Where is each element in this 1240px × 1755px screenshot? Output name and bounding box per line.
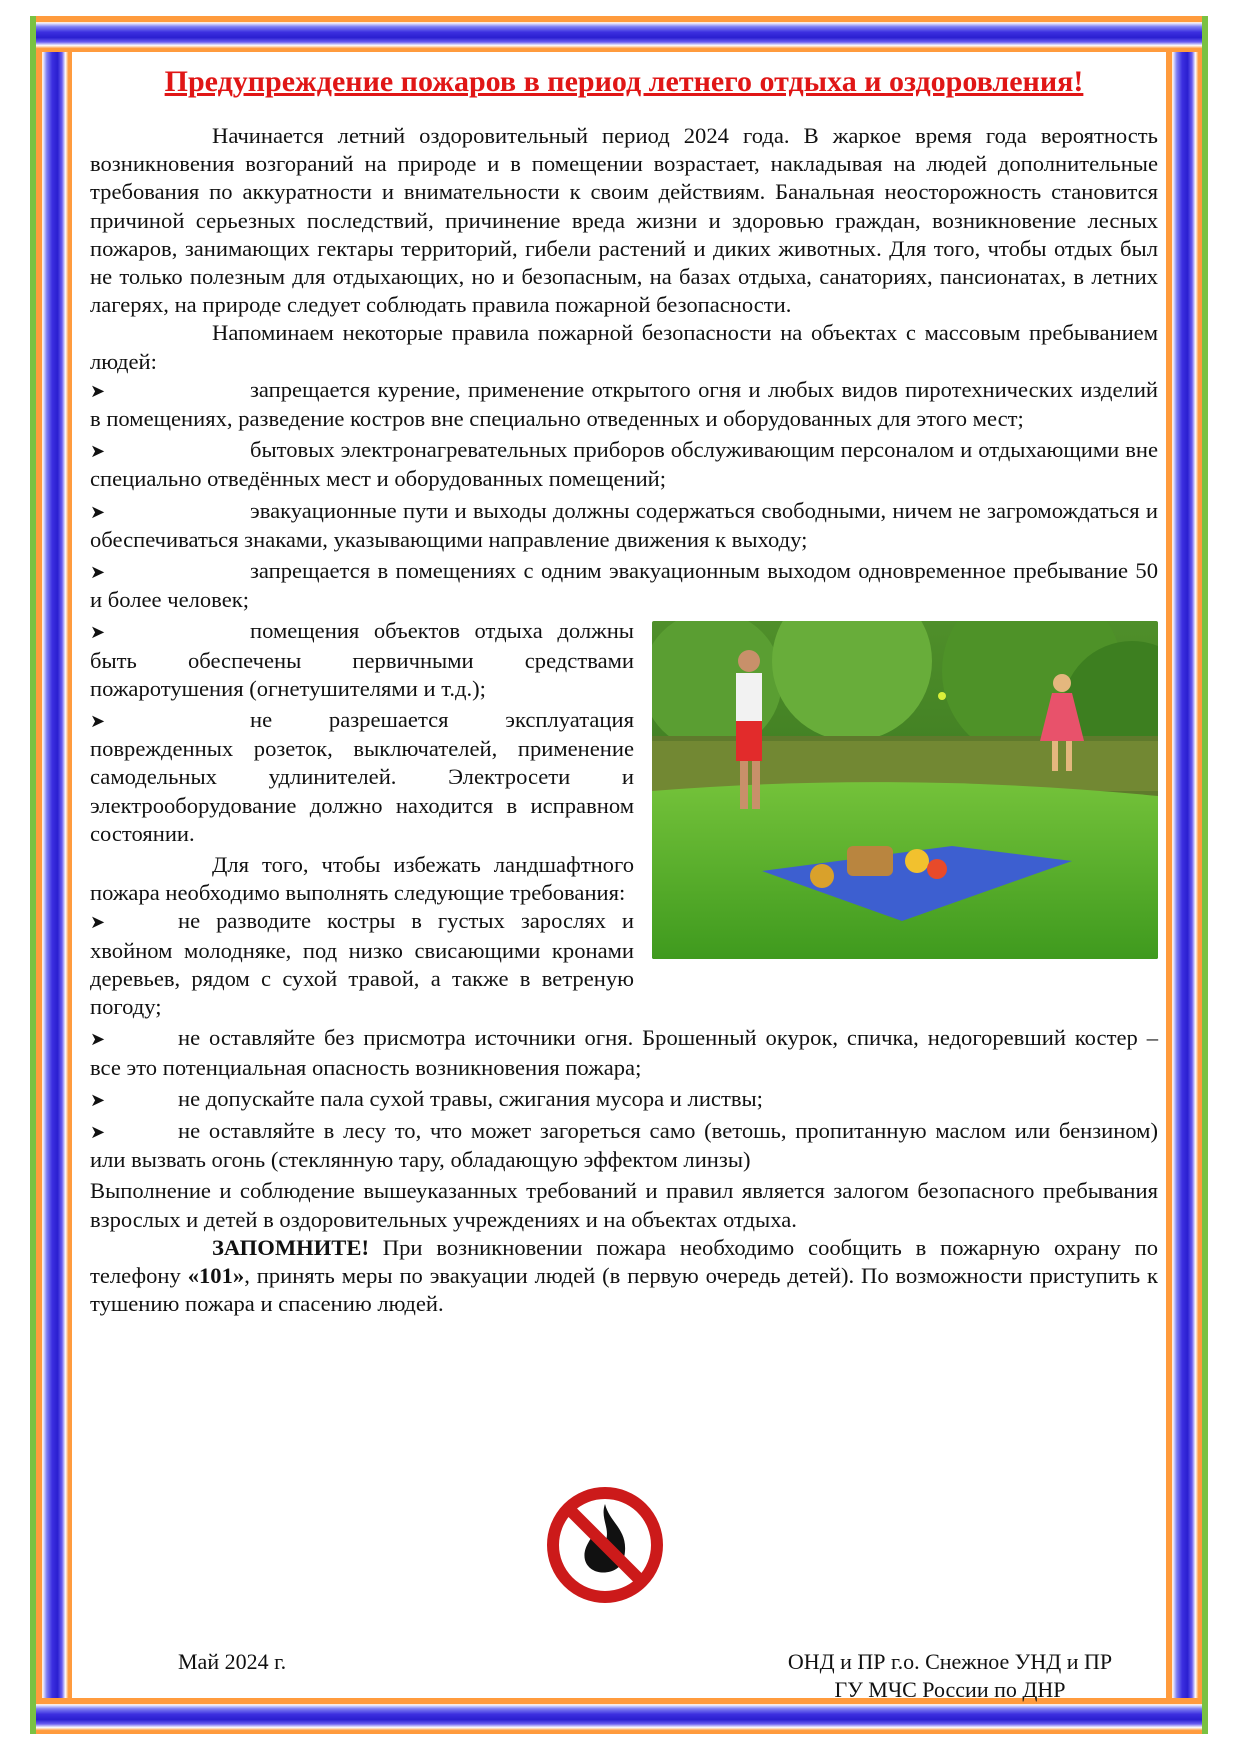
frame-edge-right [1202,16,1208,1734]
remember-label: ЗАПОМНИТЕ! [212,1234,369,1260]
date-label: Май 2024 г. [178,1649,287,1674]
rule-item: ➤ запрещается в помещениях с одним эвакуационным выходом одновременное пребывание 50 и более человек; [90,558,1158,613]
arrowhead-bullet-icon: ➤ [90,622,106,643]
arrowhead-bullet-icon: ➤ [90,1089,106,1110]
document-body [90,62,1158,1318]
arrowhead-bullet-icon: ➤ [90,562,106,583]
arrowhead-bullet-icon: ➤ [90,912,106,933]
rule-item: ➤ не разрешается эксплуатация поврежденных розеток, выключателей, применение самодельных удлинителей. Электросети и электрооборудование должно находится в исправном состоянии. [90,707,634,846]
frame-top [36,16,1202,52]
landscape-rule-item: ➤ не оставляйте без присмотра источники огня. Брошенный окурок, спичка, недогоревший костер – все это потенциальная опасность возникновения пожара; [90,1025,1158,1080]
rule-item: ➤ запрещается курение, применение открытого огня и любых видов пиротехнических изделий в помещениях, разведение костров вне специально отведенных и оборудованных для этого мест; [90,376,1158,432]
intro-paragraph: Начинается летний оздоровительный период 2024 года. В жаркое время года вероятность возникновения возгораний на природе и в помещении возрастает, накладывая на людей дополнительные требования по аккуратности и внимательности к своим действиям. Банальная неосторожность становится причиной серьезных последствий, причинение вреда жизни и здоровью граждан, возникновение лесных пожаров, занимающих гектары территорий, гибели растений и диких животных. Для того, чтобы отдых был не только полезным для отдыхающих, но и безопасным, на базах отдыха, санаториях, пансионатах, в летних лагерях, на природе следует соблюдать правила пожарной безопасности. [90,123,1158,318]
arrowhead-bullet-icon: ➤ [90,711,106,732]
arrowhead-bullet-icon: ➤ [90,1029,106,1050]
rules-intro: Напоминаем некоторые правила пожарной безопасности на объектах с массовым пребыванием людей: [90,320,1158,374]
no-fire-icon [540,1480,670,1610]
arrowhead-bullet-icon: ➤ [90,380,106,401]
rule-item: ➤ бытовых электронагревательных приборов обслуживающим персоналом и отдыхающими вне специально отведённых мест и оборудованных помещений; [90,437,1158,492]
arrowhead-bullet-icon: ➤ [90,1121,106,1142]
arrowhead-bullet-icon: ➤ [90,501,106,522]
remember-paragraph: ЗАПОМНИТЕ! При возникновении пожара необходимо сообщить в пожарную охрану по телефону «101», принять меры по эвакуации людей (в первую очередь детей). По возможности приступить к тушению пожара и спасению людей. [90,1234,1158,1317]
frame-left [36,16,72,1734]
rule-item: ➤ помещения объектов отдыха должны быть обеспечены первичными средствами пожаротушения (огнетушителями и т.д.); [90,618,634,701]
frame-right [1166,16,1202,1734]
landscape-rule-item: ➤ не оставляйте в лесу то, что может загореться само (ветошь, пропитанную маслом или бензином) или вызвать огонь (стеклянную тару, обладающую эффектом линзы) [90,1117,1158,1173]
phone-number: «101» [187,1262,245,1288]
rule-item: ➤ эвакуационные пути и выходы должны содержаться свободными, ничем не загромождаться и обеспечиваться знаками, указывающими направление движения к выходу; [90,497,1158,552]
page-title: Предупреждение пожаров в период летнего отдыха и оздоровления! [164,65,1084,98]
org-line-2: ГУ МЧС России по ДНР [834,1677,1066,1702]
landscape-intro: Для того, чтобы избежать ландшафтного пожара необходимо выполнять следующие требования: [90,852,634,906]
picnic-photo [652,621,1158,959]
arrowhead-bullet-icon: ➤ [90,441,106,462]
landscape-rule-item: ➤ не допускайте пала сухой травы, сжигания мусора и листвы; [90,1085,1158,1114]
organization-signature [770,1648,1130,1704]
landscape-rule-item: ➤ не разводите костры в густых зарослях и хвойном молодняке, под низко свисающими кронами деревьев, рядом с сухой травой, а также в ветреную погоду; [90,908,634,1020]
org-line-1: ОНД и ПР г.о. Снежное УНД и ПР [787,1649,1113,1674]
conclusion-paragraph: Выполнение и соблюдение вышеуказанных требований и правил является залогом безопасного пребывания взрослых и детей в оздоровительных учреждениях и на объектах отдыха. [90,1178,1158,1232]
